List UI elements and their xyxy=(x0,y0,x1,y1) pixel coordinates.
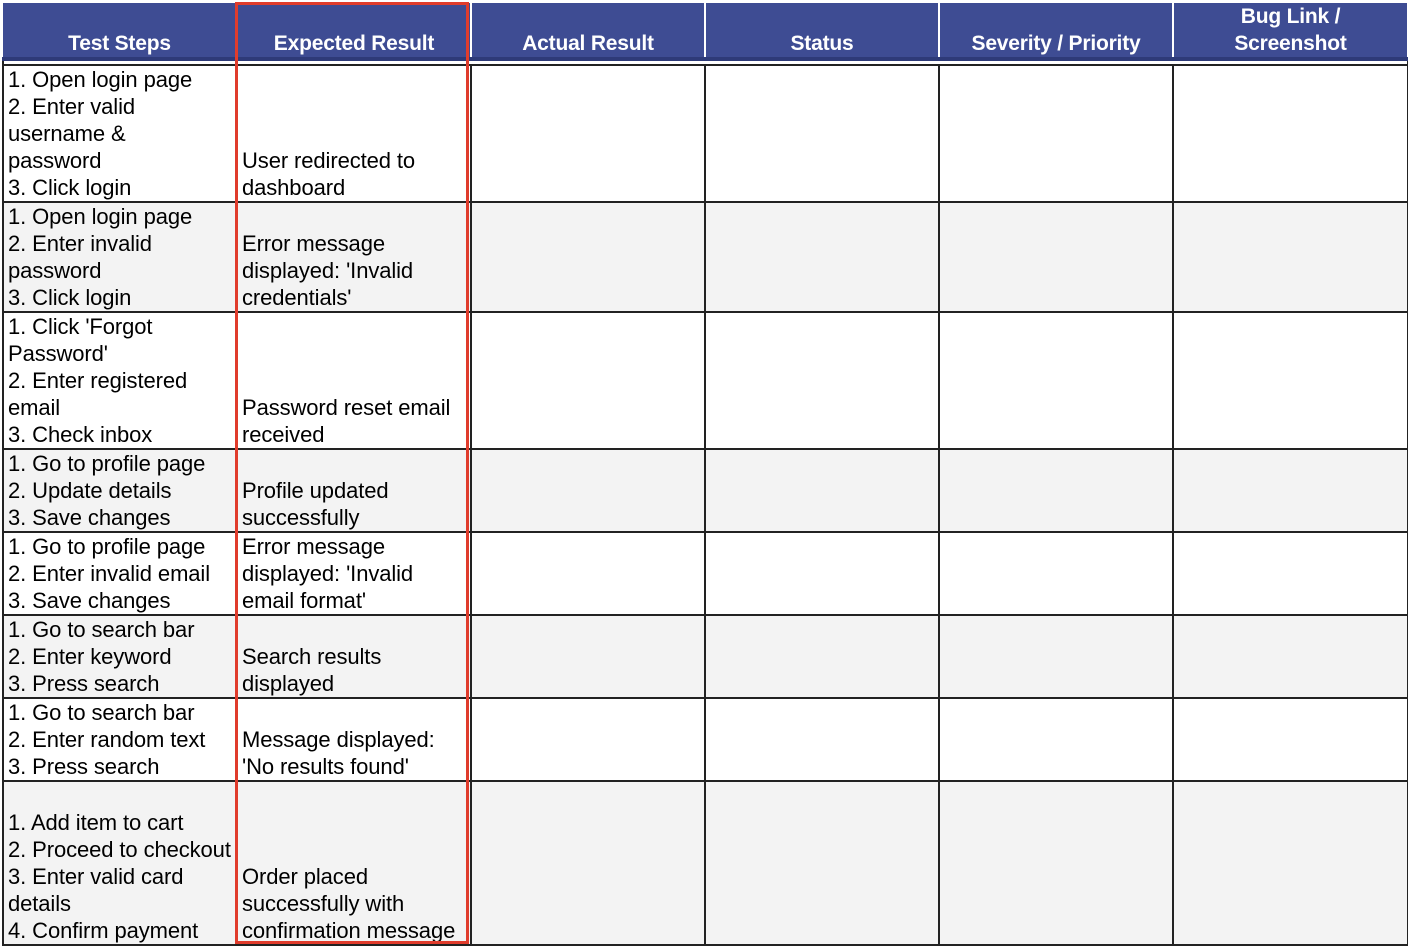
header-severity-priority[interactable]: Severity / Priority xyxy=(939,3,1173,59)
cell-expected-result[interactable]: Order placed successfully with confirmation message xyxy=(237,781,471,945)
header-test-steps[interactable]: Test Steps xyxy=(3,3,237,59)
cell-status[interactable] xyxy=(705,615,939,698)
cell-expected-result[interactable]: Error message displayed: 'Invalid credentials' xyxy=(237,202,471,312)
cell-test-steps[interactable]: 1. Open login page 2. Enter invalid password 3. Click login xyxy=(3,202,237,312)
table-row xyxy=(3,781,1408,945)
cell-status[interactable] xyxy=(705,698,939,781)
cell-status[interactable] xyxy=(705,65,939,202)
cell-status[interactable] xyxy=(705,449,939,532)
cell-actual-result[interactable] xyxy=(471,781,705,945)
header-status[interactable]: Status xyxy=(705,3,939,59)
cell-bug-link[interactable] xyxy=(1173,781,1408,945)
cell-severity-priority[interactable] xyxy=(939,532,1173,615)
cell-test-steps[interactable]: 1. Go to search bar 2. Enter random text 3. Press search xyxy=(3,698,237,781)
header-expected-result[interactable]: Expected Result xyxy=(237,3,471,59)
cell-severity-priority[interactable] xyxy=(939,312,1173,449)
cell-status[interactable] xyxy=(705,532,939,615)
cell-expected-result[interactable]: Profile updated successfully xyxy=(237,449,471,532)
header-row xyxy=(3,3,1408,59)
cell-status[interactable] xyxy=(705,781,939,945)
cell-bug-link[interactable] xyxy=(1173,698,1408,781)
cell-severity-priority[interactable] xyxy=(939,202,1173,312)
cell-test-steps[interactable]: 1. Go to profile page 2. Update details 3. Save changes xyxy=(3,449,237,532)
cell-bug-link[interactable] xyxy=(1173,615,1408,698)
cell-actual-result[interactable] xyxy=(471,65,705,202)
cell-test-steps[interactable]: 1. Add item to cart 2. Proceed to checkout 3. Enter valid card details 4. Confirm payment xyxy=(3,781,237,945)
cell-severity-priority[interactable] xyxy=(939,449,1173,532)
cell-actual-result[interactable] xyxy=(471,202,705,312)
cell-severity-priority[interactable] xyxy=(939,615,1173,698)
cell-actual-result[interactable] xyxy=(471,698,705,781)
cell-test-steps[interactable]: 1. Click 'Forgot Password' 2. Enter registered email 3. Check inbox xyxy=(3,312,237,449)
cell-severity-priority[interactable] xyxy=(939,698,1173,781)
test-case-table xyxy=(2,3,1408,946)
cell-bug-link[interactable] xyxy=(1173,449,1408,532)
cell-status[interactable] xyxy=(705,312,939,449)
header-actual-result[interactable]: Actual Result xyxy=(471,3,705,59)
cell-bug-link[interactable] xyxy=(1173,65,1408,202)
table-row xyxy=(3,615,1408,698)
table-row xyxy=(3,698,1408,781)
header-bug-link[interactable]: Bug Link / Screenshot xyxy=(1173,3,1408,59)
table-row xyxy=(3,449,1408,532)
cell-test-steps[interactable]: 1. Go to profile page 2. Enter invalid email 3. Save changes xyxy=(3,532,237,615)
table-row xyxy=(3,65,1408,202)
table-row xyxy=(3,202,1408,312)
cell-actual-result[interactable] xyxy=(471,449,705,532)
cell-bug-link[interactable] xyxy=(1173,202,1408,312)
cell-expected-result[interactable]: Password reset email received xyxy=(237,312,471,449)
cell-expected-result[interactable]: User redirected to dashboard xyxy=(237,65,471,202)
cell-test-steps[interactable]: 1. Open login page 2. Enter valid username & password 3. Click login xyxy=(3,65,237,202)
cell-status[interactable] xyxy=(705,202,939,312)
cell-actual-result[interactable] xyxy=(471,312,705,449)
cell-severity-priority[interactable] xyxy=(939,65,1173,202)
cell-severity-priority[interactable] xyxy=(939,781,1173,945)
cell-expected-result[interactable]: Message displayed: 'No results found' xyxy=(237,698,471,781)
cell-actual-result[interactable] xyxy=(471,615,705,698)
cell-actual-result[interactable] xyxy=(471,532,705,615)
table-row xyxy=(3,532,1408,615)
cell-expected-result[interactable]: Error message displayed: 'Invalid email format' xyxy=(237,532,471,615)
cell-expected-result[interactable]: Search results displayed xyxy=(237,615,471,698)
cell-bug-link[interactable] xyxy=(1173,312,1408,449)
cell-bug-link[interactable] xyxy=(1173,532,1408,615)
table-row xyxy=(3,312,1408,449)
cell-test-steps[interactable]: 1. Go to search bar 2. Enter keyword 3. Press search xyxy=(3,615,237,698)
